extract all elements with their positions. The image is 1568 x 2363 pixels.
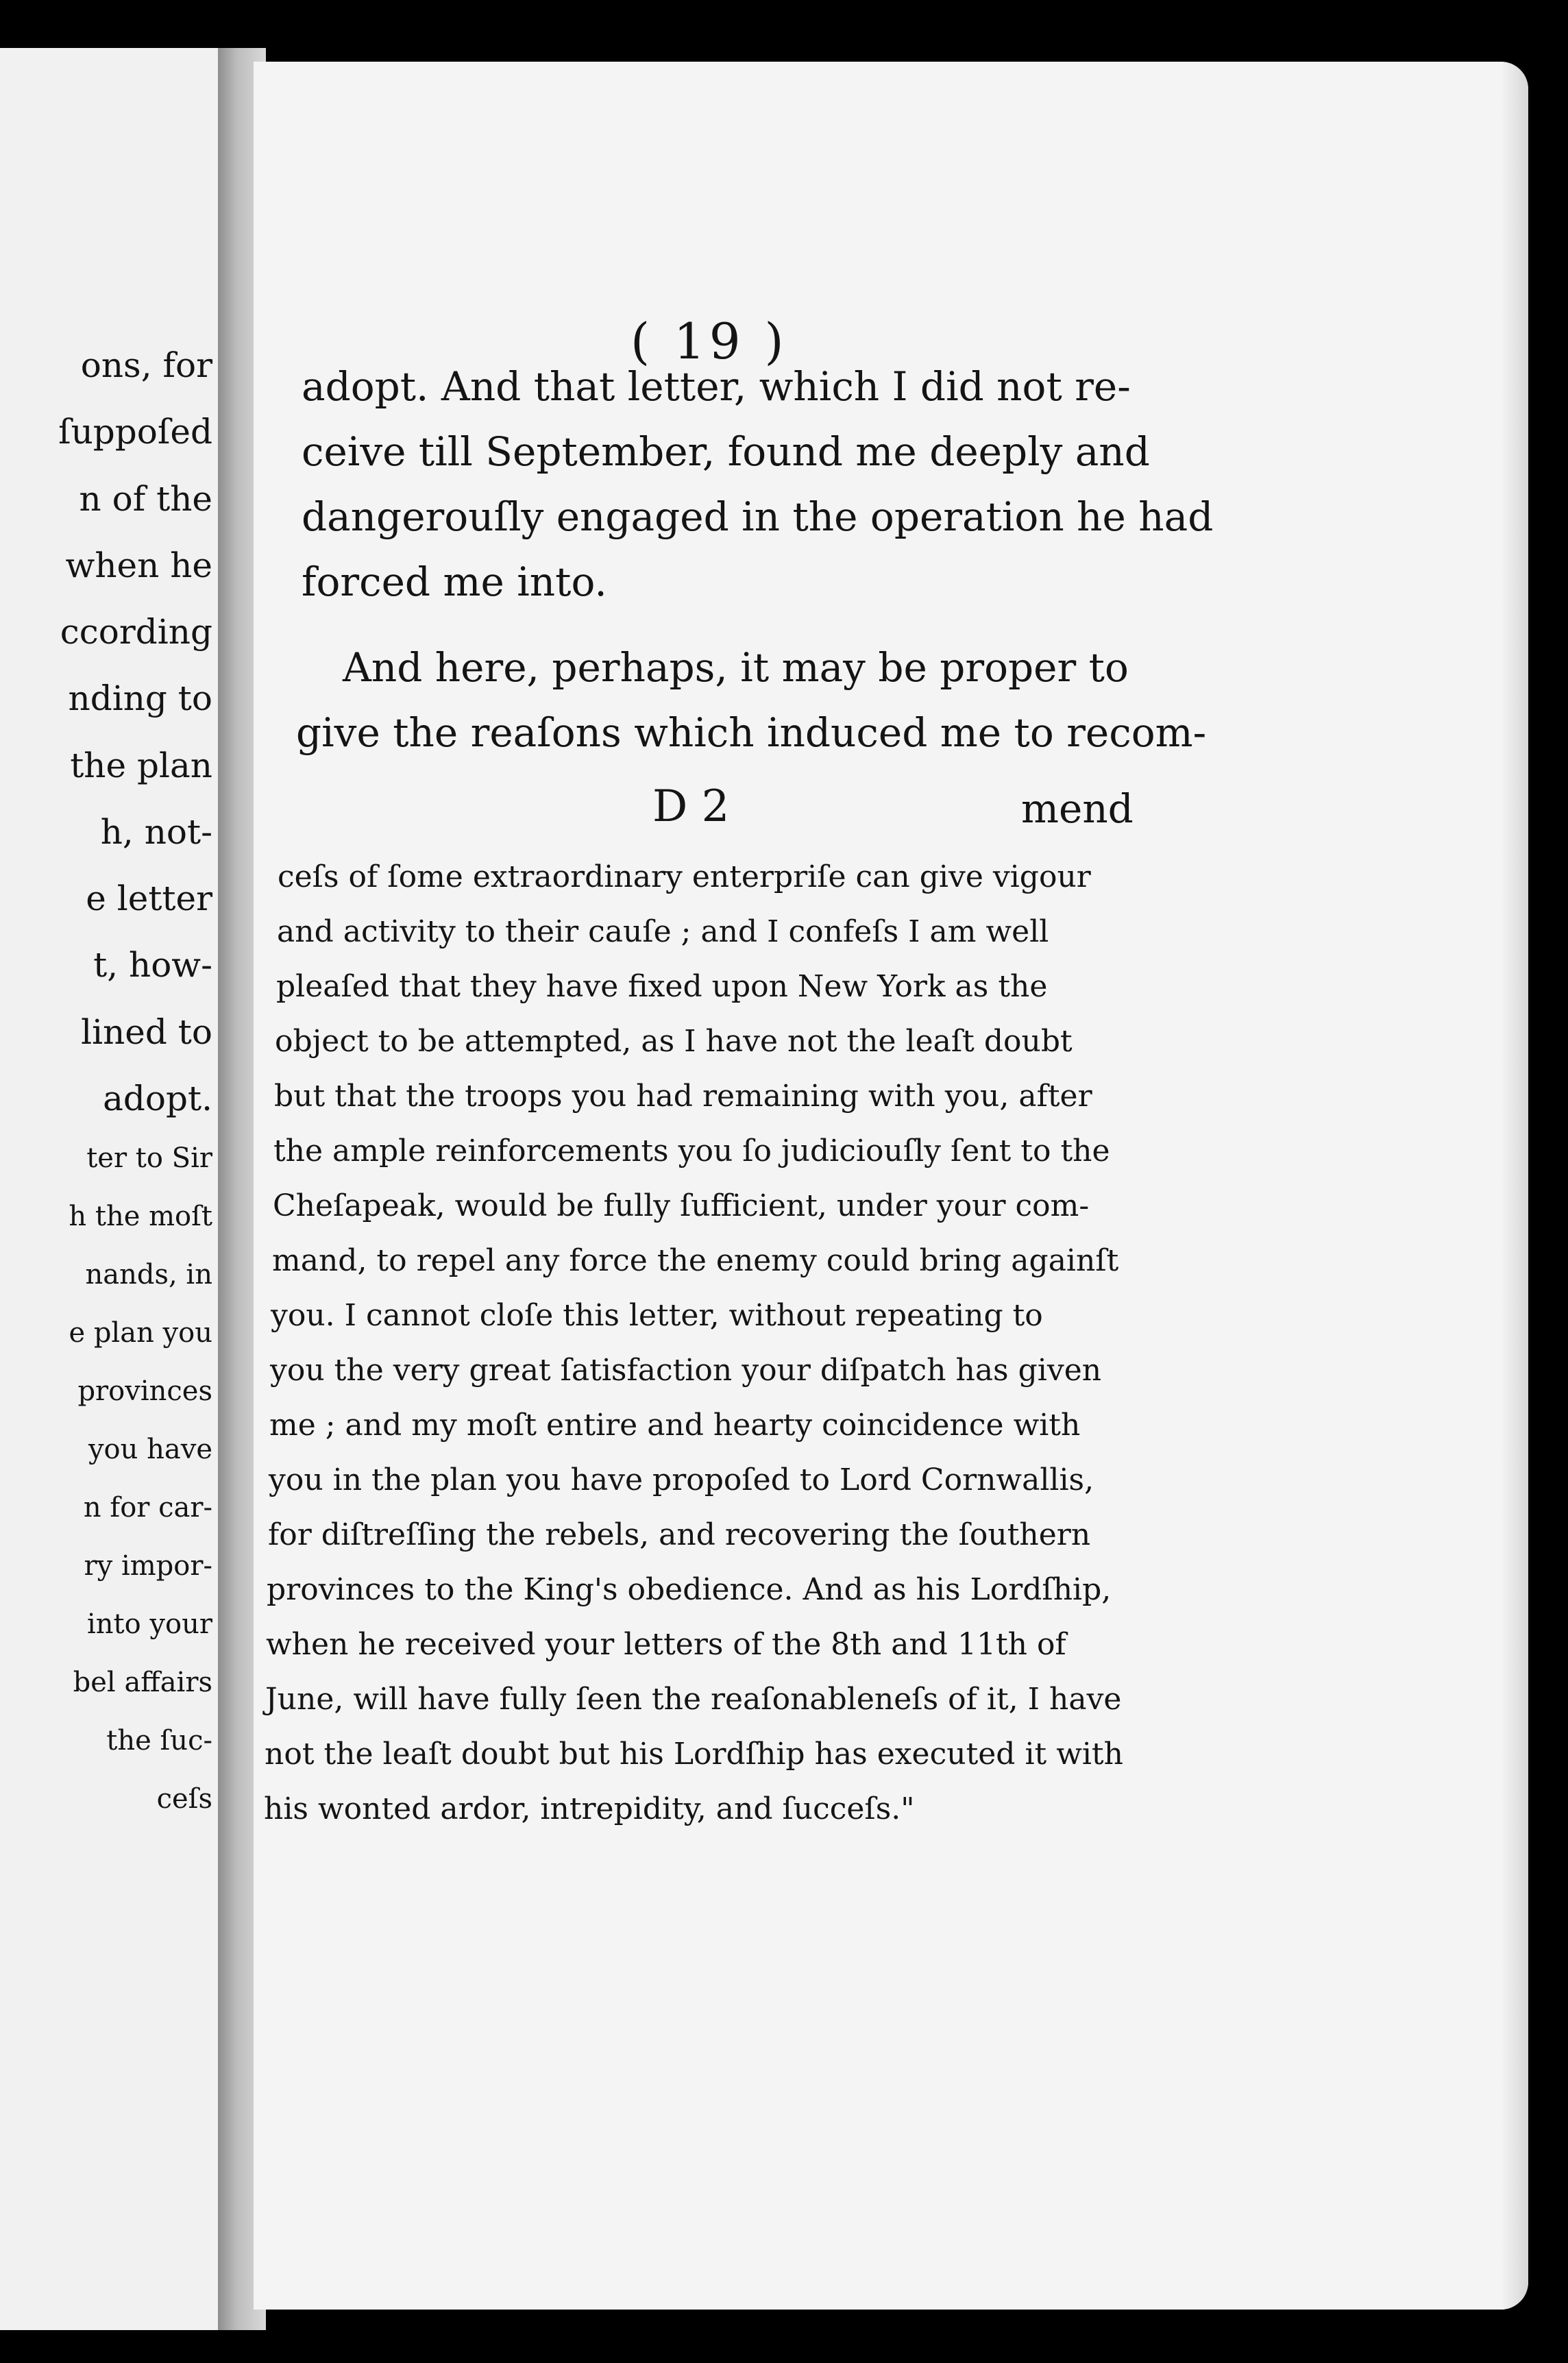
left-page-line: the plan <box>70 746 212 785</box>
catchword: mend <box>1021 785 1134 832</box>
footnote-line: for diſtreſſing the rebels, and recovering the ſouthern <box>268 1517 1091 1552</box>
footnote-line: ceſs of ſome extraordinary enterpriſe can give vigour <box>278 859 1091 894</box>
text-line: ceive till September, found me deeply and <box>302 428 1150 475</box>
footnote-line: you in the plan you have propoſed to Lord Cornwallis, <box>269 1462 1094 1497</box>
left-page-line: ons, for <box>80 345 212 385</box>
page-number: ( 19 ) <box>630 313 788 370</box>
left-page-line: e letter <box>86 879 212 918</box>
text-line: adopt. And that letter, which I did not re- <box>302 363 1131 410</box>
footnote-line: you. I cannot cloſe this letter, without repeating to <box>271 1298 1043 1333</box>
left-page-line: n for car- <box>83 1492 212 1523</box>
footnote-line: his wonted ardor, intrepidity, and ſucceſs." <box>264 1791 915 1826</box>
left-page-line: h, not- <box>100 812 212 852</box>
footnote-line: you the very great ſatisfaction your diſpatch has given <box>270 1353 1102 1388</box>
left-page-line: you have <box>88 1434 212 1465</box>
footnote-line: when he received your letters of the 8th and 11th of <box>266 1627 1066 1662</box>
left-page-line: when he <box>65 546 212 585</box>
footnote-line: the ample reinforcements you ſo judiciouſly ſent to the <box>273 1134 1110 1168</box>
left-page-line: ſuppoſed <box>58 412 212 452</box>
left-page-line: ry impor- <box>84 1550 212 1582</box>
left-page-line: bel affairs <box>73 1667 212 1698</box>
footnote-line: pleaſed that they have fixed upon New York as the <box>276 969 1048 1004</box>
left-page-fragment <box>0 48 226 2330</box>
page-edge-shadow <box>1501 62 1528 2310</box>
signature-mark: D 2 <box>652 781 730 832</box>
left-page-line: n of the <box>79 479 212 519</box>
left-page-line: ter to Sir <box>86 1142 212 1174</box>
left-page-line: e plan you <box>69 1317 212 1349</box>
footnote-line: June, will have fully ſeen the reaſonableneſs of it, I have <box>265 1682 1122 1717</box>
footnote-line: object to be attempted, as I have not the leaſt doubt <box>275 1024 1073 1059</box>
footnote-line: not the leaſt doubt but his Lordſhip has executed it with <box>265 1737 1123 1772</box>
footnote-line: me ; and my moſt entire and hearty coincidence with <box>269 1408 1081 1443</box>
footnote-line: and activity to their cauſe ; and I confeſs I am well <box>277 914 1049 949</box>
footnote-line: provinces to the King's obedience. And as his Lordſhip, <box>267 1572 1112 1607</box>
left-page-line: provinces <box>77 1375 212 1407</box>
left-page-line: ceſs <box>156 1783 212 1815</box>
left-page-line: ccording <box>60 612 212 652</box>
footnote-line: but that the troops you had remaining with you, after <box>274 1079 1092 1114</box>
footnote-line: Cheſapeak, would be fully ſufficient, under your com- <box>273 1188 1090 1223</box>
left-page-line: h the moſt <box>69 1201 212 1232</box>
left-page-line: into your <box>87 1608 212 1640</box>
text-line: give the reaſons which induced me to recom- <box>296 709 1207 756</box>
left-page-line: nding to <box>68 678 212 718</box>
left-page-line: the ſuc- <box>106 1725 212 1756</box>
left-page-line: nands, in <box>85 1259 212 1290</box>
left-page-line: adopt. <box>103 1079 212 1118</box>
footnote-line: mand, to repel any force the enemy could bring againſt <box>272 1243 1119 1278</box>
left-page-line: t, how- <box>93 945 212 985</box>
text-line: dangerouſly engaged in the operation he had <box>302 493 1214 540</box>
text-line: And here, perhaps, it may be proper to <box>343 644 1129 691</box>
left-page-line: lined to <box>81 1012 212 1052</box>
text-line: forced me into. <box>302 559 607 605</box>
